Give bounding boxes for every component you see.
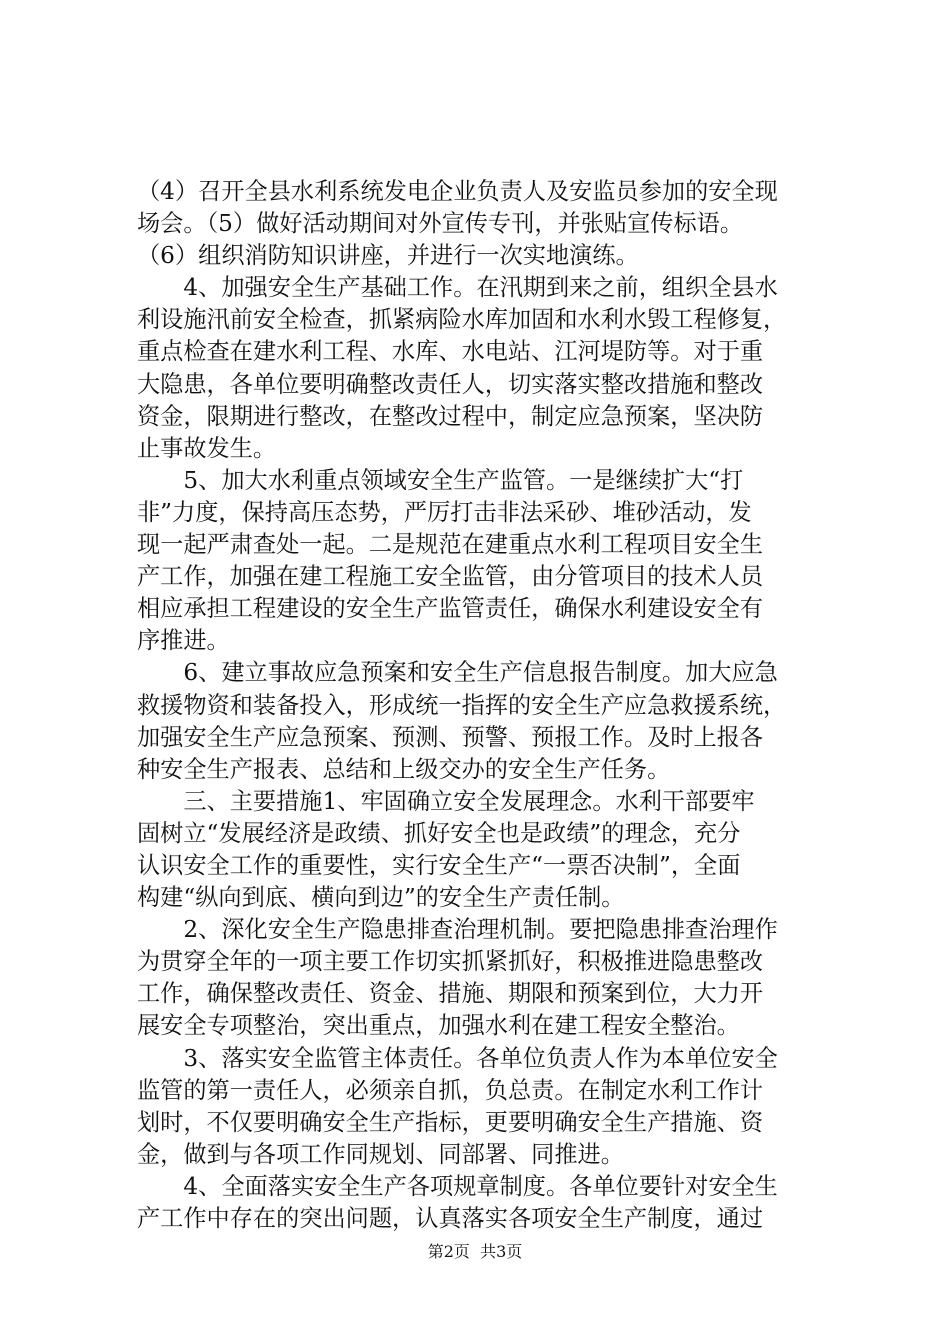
text-line: 资金，限期进行整改，在整改过程中，制定应急预案，坚决防 [137,402,764,430]
text-line: 相应承担工程建设的安全生产监管责任，确保水利建设安全有 [137,595,764,623]
text-line: 2、深化安全生产隐患排查治理机制。要把隐患排查治理作 [137,916,778,944]
text-line: 三、主要措施1、牢固确立安全发展理念。水利干部要牢 [137,787,755,815]
text-line: 重点检查在建水利工程、水库、水电站、江河堤防等。对于重 [137,338,764,366]
text-line: 划时，不仅要明确安全生产指标，更要明确安全生产措施、资 [137,1108,764,1136]
text-line: （6）组织消防知识讲座，并进行一次实地演练。 [137,242,639,270]
text-line: 展安全专项整治，突出重点，加强水利在建工程安全整治。 [137,1012,740,1040]
text-line: 产工作中存在的突出问题，认真落实各项安全生产制度，通过 [137,1205,764,1232]
text-line: 4、全面落实安全生产各项规章制度。各单位要针对安全生 [137,1172,778,1200]
page-footer [0,1241,950,1263]
text-line: 金，做到与各项工作同规划、同部署、同推进。 [137,1140,624,1168]
text-line: 序推进。 [137,627,230,655]
text-line: 加强安全生产应急预案、预测、预警、预报工作。及时上报各 [137,723,764,751]
text-line: 产工作，加强在建工程施工安全监管，由分管项目的技术人员 [137,563,764,591]
text-line: 利设施汛前安全检查，抓紧病险水库加固和水利水毁工程修复， [137,306,787,334]
text-line: 6、建立事故应急预案和安全生产信息报告制度。加大应急 [137,659,778,687]
text-line: 认识安全工作的重要性，实行安全生产“一票否决制”，全面 [137,851,741,879]
text-line: 种安全生产报表、总结和上级交办的安全生产任务。 [137,755,671,783]
text-line: 工作，确保整改责任、资金、措施、期限和预案到位，大力开 [137,980,764,1008]
document-body [137,176,837,1235]
text-line: 非”力度，保持高压态势，严厉打击非法采砂、堆砂活动，发 [137,498,752,526]
text-line: 3、落实安全监管主体责任。各单位负责人作为本单位安全 [137,1044,778,1072]
text-line: 场会。（5）做好活动期间对外宣传专刊，并张贴宣传标语。 [137,210,744,238]
page-number: 第2页 共3页 [427,1242,523,1261]
text-line: 止事故发生。 [137,434,277,462]
text-line: 4、加强安全生产基础工作。在汛期到来之前，组织全县水 [137,274,778,302]
text-line: 5、加大水利重点领域安全生产监管。一是继续扩大“打 [137,466,744,494]
text-line: 现一起严肃查处一起。二是规范在建重点水利工程项目安全生 [137,531,764,559]
text-line: 监管的第一责任人，必须亲自抓，负总责。在制定水利工作计 [137,1076,764,1104]
text-line: 大隐患，各单位要明确整改责任人，切实落实整改措施和整改 [137,370,764,398]
text-line: 为贯穿全年的一项主要工作切实抓紧抓好，积极推进隐患整改 [137,948,764,976]
text-line: 构建“纵向到底、横向到边”的安全生产责任制。 [137,884,625,912]
text-line: （4）召开全县水利系统发电企业负责人及安监员参加的安全现 [137,178,778,205]
text-line: 救援物资和装备投入，形成统一指挥的安全生产应急救援系统， [137,691,787,719]
text-line: 固树立“发展经济是政绩、抓好安全也是政绩”的理念，充分 [137,819,741,847]
